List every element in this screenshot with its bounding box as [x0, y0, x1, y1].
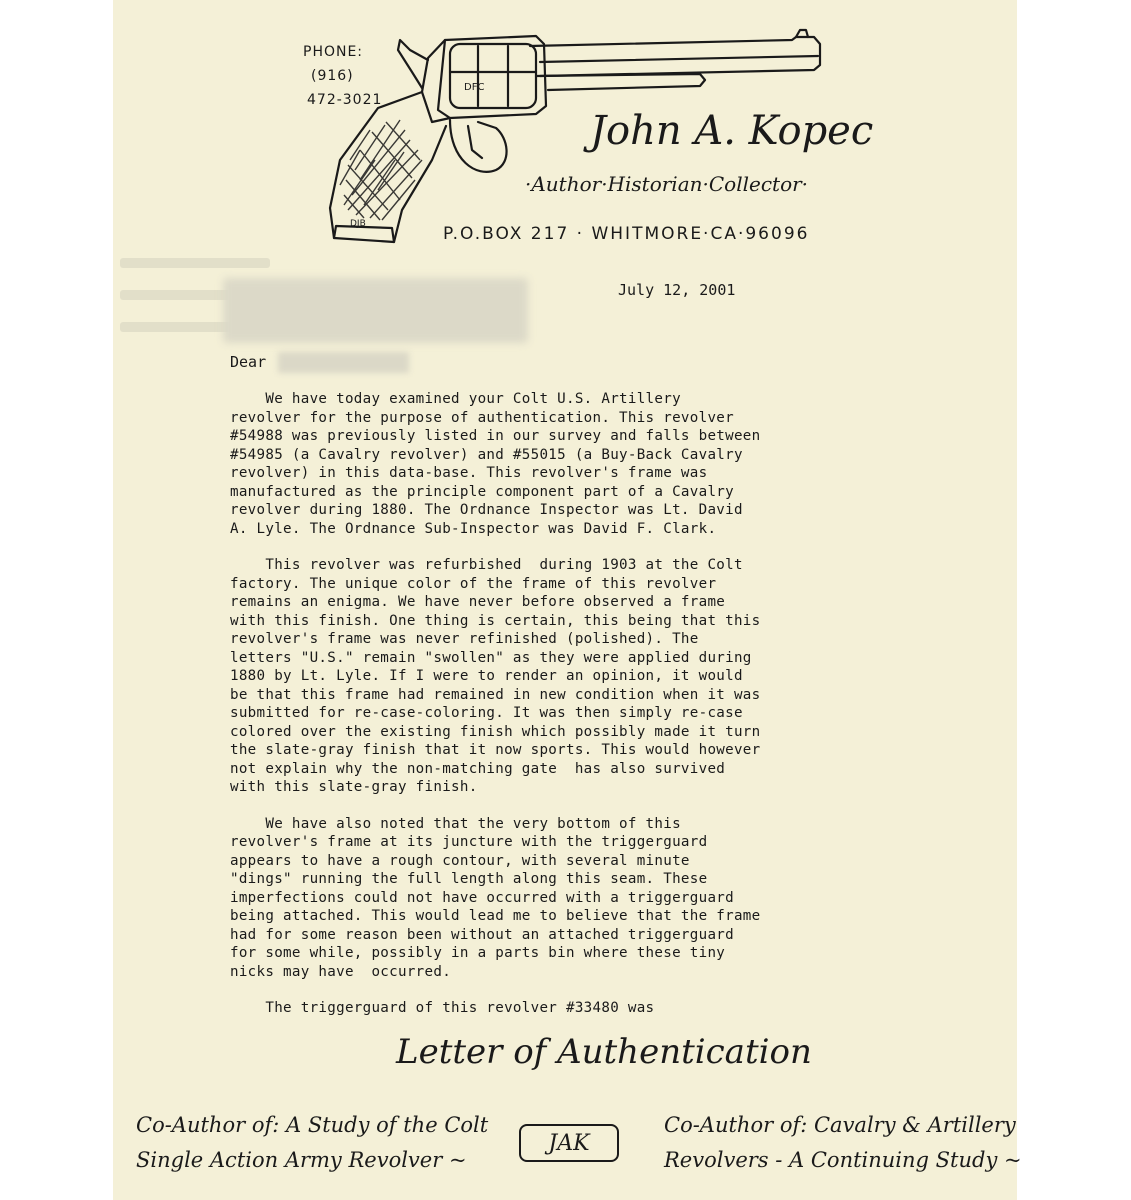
body-line: submitted for re-case-coloring. It was then simply re-case: [230, 705, 743, 721]
phone-number: 472-3021: [307, 92, 383, 108]
body-line: appears to have a rough contour, with several minute: [230, 852, 690, 869]
body-line: factory. The unique color of the frame of this revolver: [230, 575, 717, 592]
letterhead-address: P.O.BOX 217 · WHITMORE·CA·96096: [443, 224, 810, 244]
body-line: revolver) in this data-base. This revolver's frame was: [230, 465, 708, 481]
body-line: #54985 (a Cavalry revolver) and #55015 (a Buy-Back Cavalry: [230, 446, 743, 463]
body-line: colored over the existing finish which possibly made it turn: [230, 723, 761, 740]
body-line: for some while, possibly in a parts bin where these tiny: [230, 945, 726, 961]
body-line: A. Lyle. The Ordnance Sub-Inspector was David F. Clark.: [230, 520, 717, 537]
body-line: #54988 was previously listed in our survey and falls between: [230, 428, 761, 444]
footer-left-line: Single Action Army Revolver ~: [136, 1148, 467, 1172]
footer-right-credit: [664, 1108, 1022, 1178]
body-line: revolver's frame at its juncture with the triggerguard: [230, 834, 708, 850]
initials-monogram: [519, 1124, 619, 1162]
body-line: not explain why the non-matching gate has also survived: [230, 760, 726, 777]
phone-area-code: (916): [311, 68, 354, 84]
redacted-recipient-name: [278, 352, 409, 373]
body-line: manufactured as the principle component part of a Cavalry: [230, 483, 734, 500]
grip-engraving-mark: DJB: [350, 219, 366, 229]
body-line: We have today examined your Colt U.S. Artillery: [230, 391, 681, 407]
redacted-recipient-address: [223, 278, 528, 343]
letterhead-name: John A. Kopec: [590, 108, 874, 154]
initials-text: JAK: [548, 1130, 590, 1156]
body-line: 1880 by Lt. Lyle. If I were to render an opinion, it would: [230, 668, 743, 684]
body-line: remains an enigma. We have never before observed a frame: [230, 594, 726, 610]
body-line: The triggerguard of this revolver #33480 was: [230, 1000, 655, 1016]
footer-left-line: Co-Author of: A Study of the Colt: [136, 1113, 489, 1137]
body-line: with this finish. One thing is certain, this being that this: [230, 612, 761, 629]
footer-left-credit: [136, 1108, 496, 1178]
body-line: revolver's frame was never refinished (polished). The: [230, 631, 699, 647]
footer-right-line: Revolvers - A Continuing Study ~: [664, 1148, 1022, 1172]
salutation: Dear: [230, 353, 267, 371]
body-line: nicks may have occurred.: [230, 963, 452, 980]
body-line: revolver during 1880. The Ordnance Inspector was Lt. David: [230, 502, 743, 518]
body-line: We have also noted that the very bottom of this: [230, 815, 681, 832]
paragraph-4: [230, 999, 910, 1018]
body-line: letters "U.S." remain "swollen" as they were applied during: [230, 649, 752, 666]
phone-label: PHONE:: [303, 44, 364, 60]
body-line: This revolver was refurbished during 1903 at the Colt: [230, 557, 743, 573]
body-line: had for some reason been without an attached triggerguard: [230, 926, 734, 943]
body-line: be that this frame had remained in new condition when it was: [230, 686, 761, 703]
paragraph-2: [230, 556, 910, 797]
footer-right-line: Co-Author of: Cavalry & Artillery: [664, 1113, 1016, 1137]
letterhead-title: ·Author·Historian·Collector·: [525, 172, 809, 196]
paragraph-1: [230, 390, 910, 538]
letter-date: July 12, 2001: [618, 281, 736, 299]
paragraph-3: [230, 815, 910, 982]
body-line: with this slate-gray finish.: [230, 779, 478, 795]
body-line: being attached. This would lead me to believe that the frame: [230, 908, 761, 924]
body-line: "dings" running the full length along this seam. These: [230, 871, 708, 887]
letter-headline: Letter of Authentication: [396, 1032, 812, 1072]
body-line: the slate-gray finish that it now sports. This would however: [230, 742, 761, 758]
body-line: revolver for the purpose of authentication. This revolver: [230, 409, 734, 426]
letter-body: [230, 390, 910, 1018]
frame-engraving-mark: DFC: [464, 82, 485, 93]
body-line: imperfections could not have occurred with a triggerguard: [230, 889, 734, 906]
